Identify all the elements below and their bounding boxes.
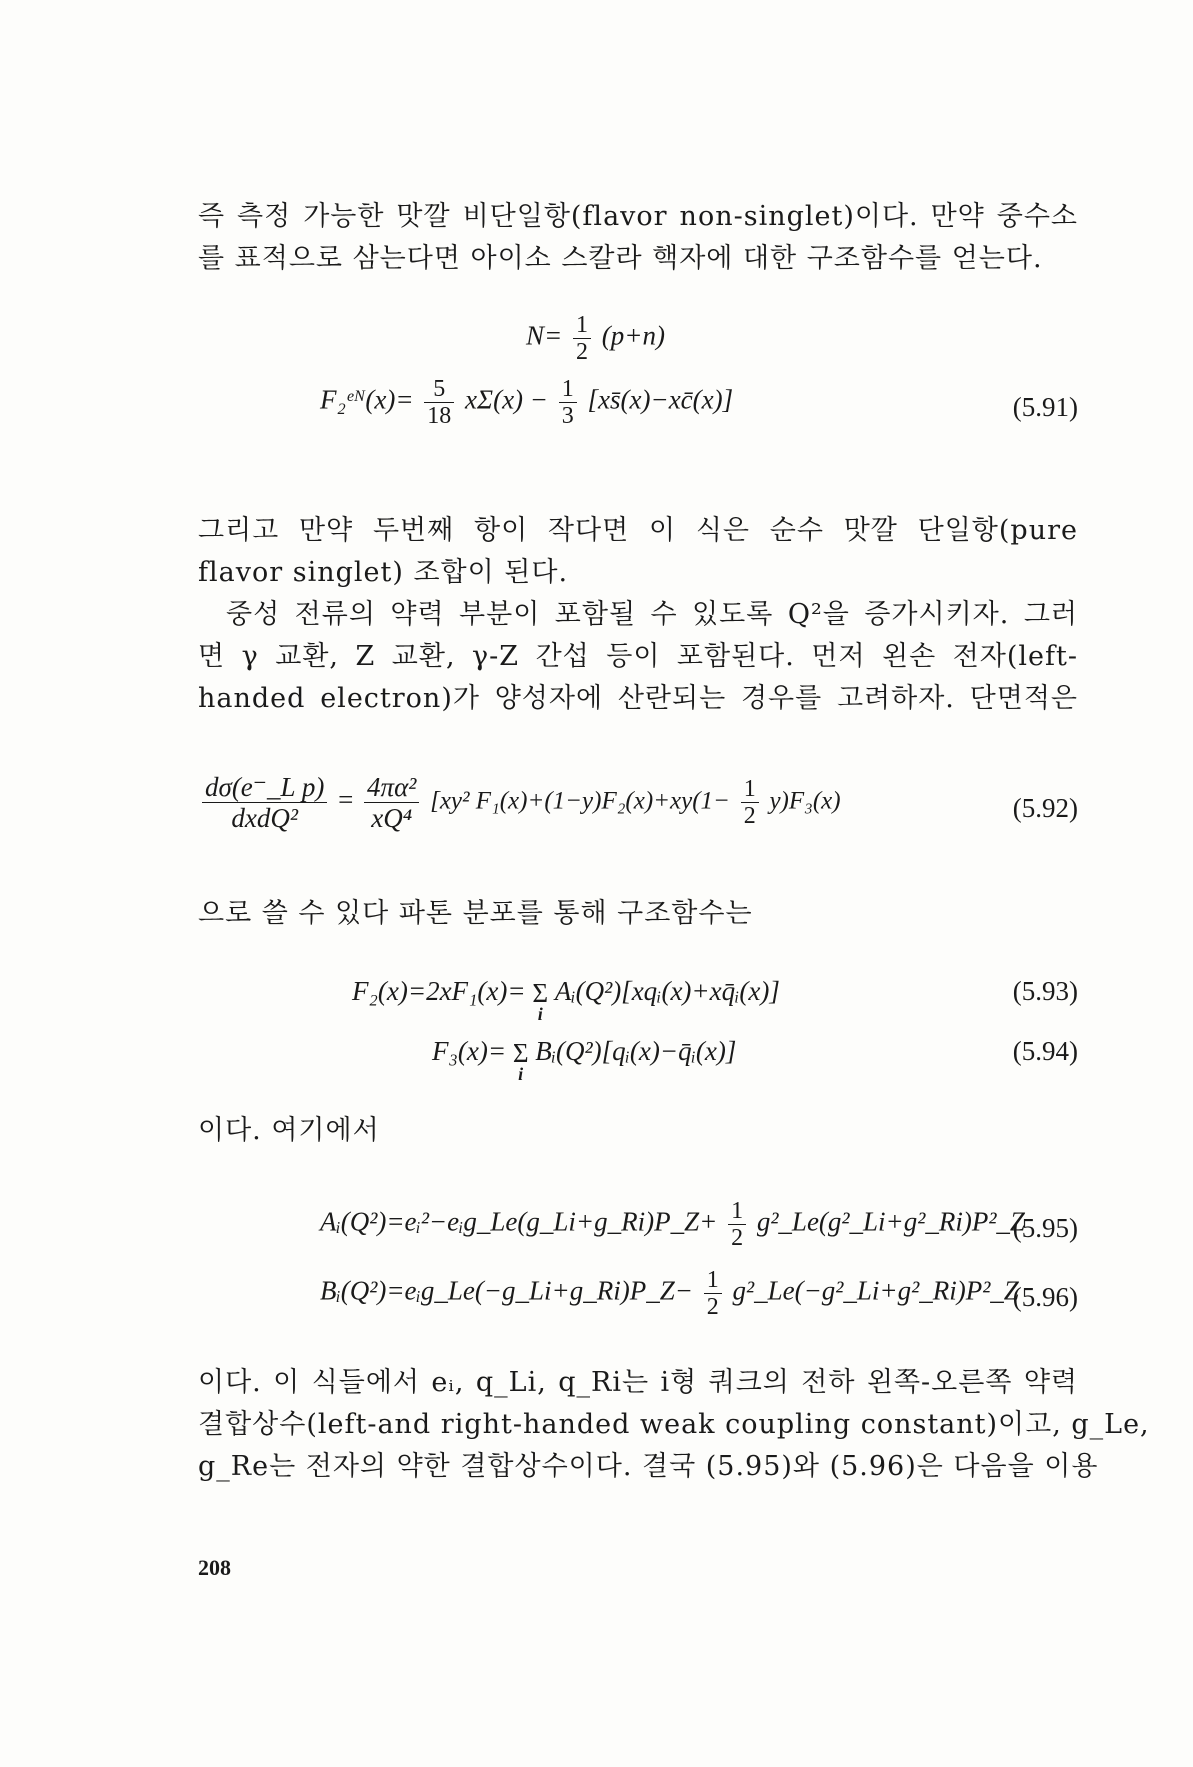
equation-structure-function-f2 (320, 377, 733, 428)
eq-lhs: Bᵢ(Q²)=eᵢg_Le(−g_Li+g_Ri)P_Z− (320, 1275, 693, 1306)
equation-number: (5.95) (1012, 1213, 1078, 1243)
eq-rhs: g²_Le(g²_Li+g²_Ri)P²_Z (756, 1206, 1025, 1237)
eq-lhs: F₂ᵉᴺ(x)= (320, 384, 414, 415)
fraction (364, 773, 419, 832)
eq-rhs: (p+n) (601, 320, 665, 351)
fraction-denominator: 2 (743, 803, 756, 829)
eq-lhs: F₂(x)=2xF₁(x)= (352, 976, 526, 1006)
eq-rhs: Aᵢ(Q²)[xqᵢ(x)+xq̄ᵢ(x)] (554, 976, 780, 1006)
text-line: 를 표적으로 삼는다면 아이소 스칼라 핵자에 대한 구조함수를 얻는다. (198, 243, 1043, 274)
text-line: 면 γ 교환, Z 교환, γ-Z 간섭 등이 포함된다. 먼저 왼손 전자(left- (198, 641, 1078, 672)
text-line: 이다. 여기에서 (198, 1115, 380, 1146)
equation-f3-partons (432, 1036, 737, 1085)
equation-f2-partons (352, 976, 780, 1025)
text-line: 으로 쓸 수 있다 파톤 분포를 통해 구조함수는 (198, 898, 753, 929)
fraction (704, 1268, 722, 1319)
paragraph-intro (198, 196, 1078, 280)
sum-index: i (518, 1064, 524, 1085)
eq-equals: = (338, 784, 354, 815)
text-line: g_Re는 전자의 약한 결합상수이다. 결국 (5.95)와 (5.96)은 다음을 이용 (198, 1451, 1099, 1482)
fraction-numerator: 5 (424, 377, 454, 403)
eq-tail: y)F₃(x) (769, 787, 841, 815)
equation-b-coefficient (320, 1268, 1019, 1319)
eq-rhs: g²_Le(−g²_Li+g²_Ri)P²_Z (732, 1275, 1019, 1306)
equation-number: (5.91) (1012, 392, 1078, 422)
sum-icon: Σ (512, 1038, 529, 1069)
sum-icon: Σ (532, 978, 549, 1009)
fraction-numerator: 1 (704, 1268, 722, 1294)
fraction (728, 1199, 746, 1250)
text-line: 이다. 이 식들에서 eᵢ, q_Li, q_Ri는 i형 쿼크의 전하 왼쪽-오른쪽 약력 (198, 1367, 1078, 1398)
fraction-numerator: 4πα² (364, 773, 419, 803)
text-line: 그리고 만약 두번째 항이 작다면 이 식은 순수 맛깔 단일항(pure (198, 515, 1078, 546)
equation-number: (5.93) (1012, 976, 1078, 1006)
fraction-numerator: 1 (741, 777, 759, 803)
fraction-denominator: 2 (731, 1225, 744, 1251)
fraction-numerator: 1 (573, 313, 591, 339)
text-line: flavor singlet) 조합이 된다. (198, 557, 569, 588)
fraction-denominator: 2 (706, 1294, 719, 1320)
eq-body: [xy² F₁(x)+(1−y)F₂(x)+xy(1− (430, 787, 730, 815)
fraction (202, 773, 327, 832)
fraction (559, 377, 577, 428)
fraction-denominator: 3 (561, 403, 574, 429)
fraction-numerator: 1 (559, 377, 577, 403)
equation-n-definition (526, 313, 665, 364)
eq-lhs: F₃(x)= (432, 1036, 507, 1066)
paragraph-neutral-current (198, 594, 1078, 720)
fraction (573, 313, 591, 364)
eq-lhs: Aᵢ(Q²)=eᵢ²−eᵢg_Le(g_Li+g_Ri)P_Z+ (320, 1206, 718, 1237)
fraction-numerator: 1 (728, 1199, 746, 1225)
equation-number: (5.94) (1012, 1036, 1078, 1066)
equation-cross-section (198, 773, 841, 832)
text-line: 즉 측정 가능한 맛깔 비단일항(flavor non-singlet)이다. 만약 중수소 (198, 201, 1078, 232)
eq-rhs: Bᵢ(Q²)[qᵢ(x)−q̄ᵢ(x)] (535, 1036, 737, 1066)
sum-index: i (537, 1004, 543, 1025)
equation-a-coefficient (320, 1199, 1025, 1250)
fraction (741, 777, 759, 828)
paragraph-singlet (198, 510, 1078, 594)
eq-middle: xΣ(x) − (465, 384, 549, 415)
summation (532, 978, 549, 1025)
text-line: 중성 전류의 약력 부분이 포함될 수 있도록 Q²을 증가시키자. 그러 (226, 599, 1078, 630)
eq-rhs: [xs̄(x)−xc̄(x)] (587, 384, 734, 415)
paragraph-parton (198, 893, 1078, 935)
fraction (424, 377, 454, 428)
equation-number: (5.92) (1012, 793, 1078, 823)
fraction-denominator: 2 (575, 339, 588, 365)
fraction-numerator: dσ(e⁻_L p) (202, 773, 327, 803)
summation (512, 1038, 529, 1085)
paragraph-couplings (198, 1362, 1150, 1488)
text-line: 결합상수(left-and right-handed weak coupling constant)이고, g_Le, (198, 1409, 1150, 1440)
fraction-denominator: 18 (427, 403, 452, 429)
equation-number: (5.96) (1012, 1282, 1078, 1312)
page-number: 208 (198, 1555, 231, 1580)
text-line: handed electron)가 양성자에 산란되는 경우를 고려하자. 단면적은 (198, 683, 1078, 714)
fraction-denominator: dxdQ² (231, 803, 298, 833)
eq-lhs: N= (526, 320, 563, 351)
paragraph-where (198, 1110, 1078, 1152)
fraction-denominator: xQ⁴ (371, 803, 413, 833)
